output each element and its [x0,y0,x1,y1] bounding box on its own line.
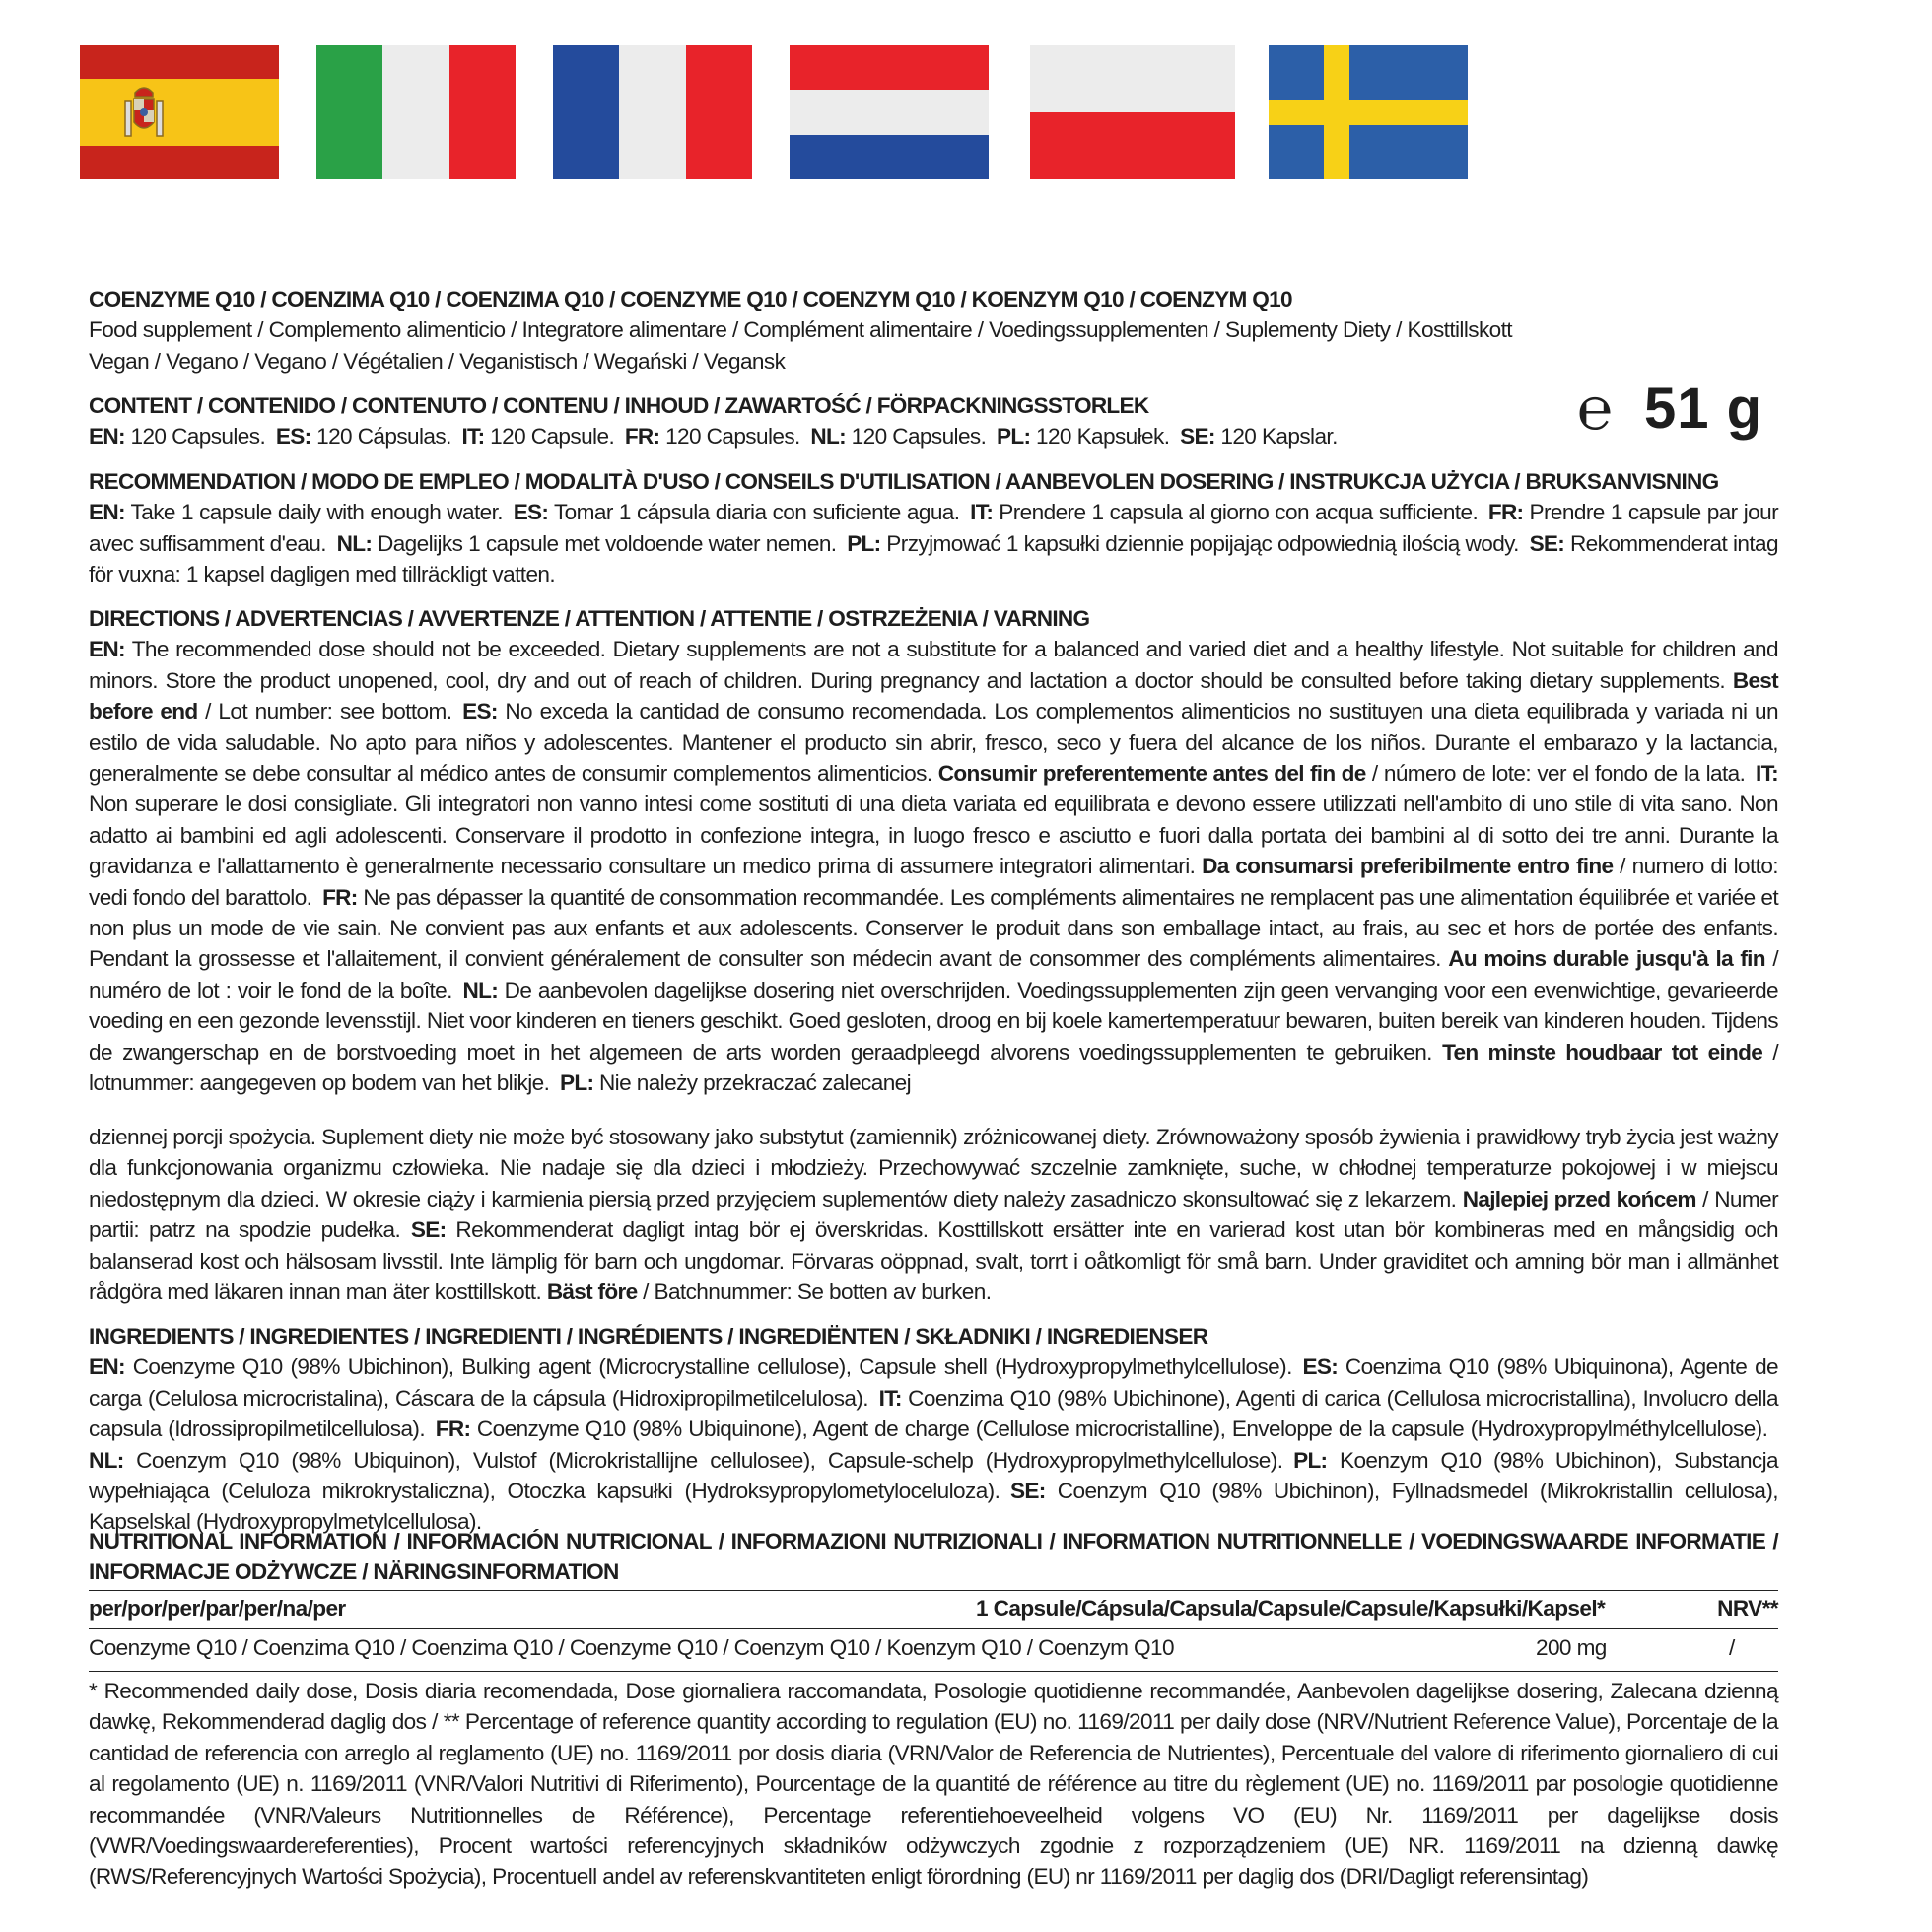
language-text: Coenzym Q10 (98% Ubiquinon), Vulstof (Microkristallijne cellulosee), Capsule-schelp (Hydroxypropylmethylcellulose). [136,1447,1283,1473]
directions-heading: DIRECTIONS / ADVERTENCIAS / AVVERTENZE / ATTENTION / ATTENTIE / OSTRZEŻENIA / VARNING [89,606,1090,631]
language-entry [89,424,265,448]
language-text: Non superare le dosi consigliate. Gli integratori non vanno intesi come sostituti di una dieta variata ed equilibrata e devono essere utilizzati nell'ambito di uno stile di vita sano. Non adatto ai bambini ed agli adolescenti. Conservare il prodotto in confezione integra, in luogo fresco e asciutto e fuori dalla portata dei bambini al di sotto dei tre anni. Durante la gravidanza e l'allattamento è generalmente necessario consultare un medico prima di assumere integratori alimentari. [89,792,1778,879]
language-code: NL: [89,1447,124,1473]
column-nrv: NRV** [1717,1596,1778,1621]
language-text: 120 Kapsułek. [1036,424,1170,449]
ingredients-heading: INGREDIENTS / INGREDIENTES / INGREDIENTI / INGRÉDIENTS / INGREDIËNTEN / SKŁADNIKI / INGREDIENSER [89,1324,1208,1348]
table-row [89,1632,1778,1663]
language-text: Nie należy przekraczać zalecanej [598,1070,912,1096]
language-code: EN: [89,500,125,525]
language-code: IT: [461,424,485,449]
language-entry [810,424,986,448]
coat-of-arms-icon [119,79,169,146]
language-text: Prendre 1 capsule par jour avec suffisamment d'eau. [89,500,1778,556]
language-code: SE: [1529,530,1565,556]
language-code: ES: [513,500,549,525]
product-title: COENZYME Q10 / COENZIMA Q10 / COENZIMA Q10 / COENZYME Q10 / COENZYM Q10 / KOENZYM Q10 / COENZYM Q10 [89,287,1292,311]
language-text: Coenzyme Q10 (98% Ubichinon), Bulking agent (Microcrystalline cellulose), Capsule shell (Hydroxypropylmethylcellulose). [132,1354,1292,1380]
language-code: EN: [89,424,125,449]
nutrition-table-header [89,1593,1778,1623]
ingredients-text [89,1351,1778,1537]
language-entry [89,1448,1282,1473]
language-text: No exceda la cantidad de consumo recomendada. Los complementos alimenticios no sustituyen una dieta equilibrada y variada ni un estilo de vida saludable. No apto para niños y adolescentes. Mantener el producto sin abrir, fresco, seco y fuera del alcance de los niños. Durante el embarazo y la lactancia, generalmente se debe consultar al médico antes de consumir complementos alimenticios. [89,699,1778,787]
nutrition-table-mid-rule [89,1628,1778,1629]
estimated-sign-icon: ℮ [1577,375,1614,444]
net-weight [1577,375,1774,444]
netherlands-flag-icon [790,45,989,179]
directions-section [89,603,1778,1099]
content-heading: CONTENT / CONTENIDO / CONTENUTO / CONTENU / INHOUD / ZAWARTOŚĆ / FÖRPACKNINGSSTORLEK [89,393,1149,418]
language-code: FR: [624,424,660,449]
nutrient-name: Coenzyme Q10 / Coenzima Q10 / Coenzima Q10 / Coenzyme Q10 / Coenzym Q10 / Koenzym Q10 / Coenzym Q10 [89,1635,1174,1660]
best-before-label: Najlepiej przed końcem [1462,1186,1696,1211]
language-text: Koenzym Q10 (98% Ubichinon), Substancja wypełniająca (Celuloza mikrokrystaliczna), Otoczka kapsułki (Hydroksypropylometyloceluloza). [89,1447,1778,1504]
product-type: Food supplement / Complemento alimenticio / Integratore alimentare / Complément alimentaire / Voedingssupplementen / Suplementy Diety / Kosttillskott [89,317,1512,343]
flags-row [80,45,1775,181]
language-code: ES: [275,424,311,449]
sweden-flag-icon [1269,45,1468,179]
nutrition-table-bottom-rule [89,1671,1778,1672]
language-entry [560,1070,911,1095]
recommendation-text [89,497,1778,589]
language-text: Rekommenderat dagligt intag bör ej överskridas. Kosttillskott ersätter inte en varierad kost utan bör kombineras med en mångsidig och balanserad kost och hälsosam livsstil. Inte lämplig för barn och ungdomar. Förvaras oöppnad, svalt, torrt i oåtkomligt för små barn. Under graviditet och amning bör man i allmänhet rådgöra med läkaren innan man äter kosttillskott. [89,1217,1778,1305]
language-text: Take 1 capsule daily with enough water. [130,500,503,525]
lot-number-text: / numéro de lot : voir le fond de la boîte. [89,946,1778,1002]
best-before-label: Da consumarsi preferibilmente entro fine [1202,854,1614,879]
language-text: Dagelijks 1 capsule met voldoende water nemen. [378,530,837,556]
nutrition-section [89,1526,1778,1588]
language-entry [970,500,1478,524]
poland-flag-icon [1030,45,1235,179]
lot-number-text: / Lot number: see bottom. [205,699,452,724]
lot-number-text: / número de lote: ver el fondo de la lata. [1371,761,1746,787]
spain-flag-icon [80,45,279,179]
language-code: SE: [1180,424,1215,449]
language-code: PL: [847,530,881,556]
language-entry [997,424,1169,448]
lot-number-text: / Batchnummer: Se botten av burken. [643,1279,992,1305]
nutrition-footnote-block [89,1676,1778,1893]
best-before-label: Best before end [89,667,1778,724]
language-code: NL: [336,530,373,556]
language-text: 120 Capsules. [130,424,266,449]
language-code: IT: [1756,761,1778,787]
language-code: ES: [462,699,498,724]
language-text: The recommended dose should not be exceeded. Dietary supplements are not a substitute for a balanced and varied diet and a healthy lifestyle. Not suitable for children and minors. Store the product unopened, cool, dry and out of reach of children. During pregnancy and lactation a doctor should be consulted before taking dietary supplements. [89,637,1778,693]
language-code: FR: [1487,500,1524,525]
language-code: SE: [1009,1479,1046,1504]
directions-continued-text [89,1122,1778,1307]
language-entry [337,531,837,556]
language-code: FR: [435,1416,471,1442]
language-code: NL: [462,977,499,1002]
language-text: Przyjmować 1 kapsułki dziennie popijając odpowiednią ilością wody. [886,530,1519,556]
content-section [89,390,1567,452]
language-text: Coenzima Q10 (98% Ubichinone), Agenti di carica (Cellulosa microcristallina), Involucro della capsula (Idrossipropilmetilcellulosa). [89,1385,1778,1442]
language-code: IT: [970,500,994,525]
nutrient-nrv: / [1729,1635,1735,1660]
lot-number-text: / numero di lotto: vedi fondo del barattolo. [89,854,1778,910]
language-text: Tomar 1 cápsula diaria con suficiente agua. [553,500,960,525]
language-code: EN: [89,637,125,662]
italy-flag-icon [316,45,516,179]
language-text: 120 Capsule. [490,424,615,449]
language-text: Coenzym Q10 (98% Ubichinon), Fyllnadsmedel (Mikrokristallin cellulosa), Kapselskal (Hydroxypropylmetylcellulosa). [89,1479,1778,1535]
language-entry [1180,424,1338,448]
language-entry [461,424,614,448]
language-code: PL: [1293,1447,1328,1473]
language-text: Rekommenderat intag för vuxna: 1 kapsel dagligen med tillräckligt vatten. [89,530,1778,587]
language-text: dziennej porcji spożycia. Suplement diety nie może być stosowany jako substytut (zamiennik) zróżnicowanej diety. Zrównoważony sposób żywienia i prawidłowy tryb życia jest ważny dla funkcjonowania organizmu człowieka. Nie nadaje się dla dzieci i młodzieży. Przechowywać szczelnie zamknięte, suche, w chłodnej temperaturze pokojowej i w miejscu niedostępnym dla dzieci. W okresie ciąży i karmienia piersią przed przyjęciem suplementów diety należy zasadniczo skonsultować się z lekarzem. [89,1125,1778,1211]
content-text [89,421,1567,451]
language-code: FR: [322,884,358,910]
product-title-block [89,284,1778,377]
best-before-label: Au moins durable jusqu'à la fin [1448,946,1765,972]
nutrient-amount: 200 mg [1536,1635,1607,1660]
lot-number-text: / Numer partii: patrz na spodzie pudełka. [89,1186,1778,1243]
language-text: 120 Kapslar. [1220,424,1338,449]
best-before-label: Bäst före [546,1279,638,1305]
best-before-label: Consumir preferentemente antes del fin de [937,761,1366,787]
language-entry [436,1416,1768,1441]
recommendation-section [89,466,1778,590]
directions-continued [89,1122,1778,1307]
column-capsule: 1 Capsule/Cápsula/Capsula/Capsule/Capsule/Kapsułki/Kapsel* [976,1596,1606,1621]
lot-number-text: / lotnummer: aangegeven op bodem van het blikje. [89,1039,1778,1096]
language-entry [89,1354,1292,1379]
nutrition-heading: NUTRITIONAL INFORMATION / INFORMACIÓN NUTRICIONAL / INFORMAZIONI NUTRIZIONALI / INFORMATION NUTRITIONNELLE / VOEDINGSWAARDE INFORMATIE / INFORMACJE ODŻYWCZE / NÄRINGSINFORMATION [89,1529,1778,1585]
language-entry [276,424,451,448]
language-code: PL: [559,1070,594,1096]
language-text: 120 Capsules. [665,424,800,449]
language-entry [625,424,800,448]
language-text: De aanbevolen dagelijkse dosering niet overschrijden. Voedingssupplementen zijn geen vervanging voor een evenwichtige, gevarieerde voeding en een gezonde levensstijl. Niet voor kinderen en tieners geschikt. Goed gesloten, droog en bij koele kamertemperatuur bewaren, buiten bereik van kinderen houden. Tijdens de zwangerschap en de borstvoeding moet in het algemeen de arts worden geraadpleegd alvorens voedingssupplementen te gebruiken. [89,977,1778,1065]
nutrition-footnote: * Recommended daily dose, Dosis diaria recomendada, Dose giornaliera raccomandata, Posologie quotidienne recommandée, Aanbevolen dagelijkse dosering, Zalecana dzienną dawkę, Rekommenderad daglig dos / ** Percentage of reference quantity according to regulation (EU) no. 1169/2011 per daily dose (NRV/Nutrient Reference Value), Porcentaje de la cantidad de referencia con arreglo al reglamento (UE) no. 1169/2011 por dosis diaria (VRN/Valor de Referencia de Nutrientes), Percentuale del valore di riferimento giornaliero di cui al regolamento (UE) n. 1169/2011 (VNR/Valori Nutritivi di Riferimento), Pourcentage de la quantité de référence au titre du règlement (UE) no. 1169/2011 par posologie quotidienne recommandée (VNR/Valeurs Nutritionnelles de Référence), Percentage referentiehoeveelheid volgens VO (EU) Nr. 1169/2011 per dagelijkse dosis (VWR/Voedingswaardereferenties), Procent wartości referencyjnych składników odżywczych zgodnie z rozporządzeniem (UE) NR. 1169/2011 na dzienną dawkę (RWS/Referencyjnych Wartości Spożycia), Procentuell andel av referenskvantiteten enligt förordning (EU) nr 1169/2011 per daglig dos (DRI/Dagligt referensintag) [89,1679,1778,1890]
language-entry [514,500,960,524]
language-text: Coenzyme Q10 (98% Ubiquinone), Agent de charge (Cellulose microcristalline), Enveloppe de la capsule (Hydroxypropylméthylcellulose). [476,1416,1768,1442]
language-entry [847,531,1519,556]
directions-text [89,634,1778,1098]
language-code: EN: [89,1354,125,1380]
nutrition-table-top-rule [89,1590,1778,1591]
language-entry [89,500,503,524]
language-text: Coenzima Q10 (98% Ubiquinona), Agente de carga (Celulosa microcristalina), Cáscara de la cápsula (Hidroxipropilmetilcelulosa). [89,1354,1778,1411]
language-text: Ne pas dépasser la quantité de consommation recommandée. Les compléments alimentaires ne remplacent pas une alimentation équilibrée et variée et non plus un mode de vie sain. Ne convient pas aux enfants et aux adolescents. Conserver le produit dans son emballage intact, au frais, au sec et hors de portée des enfants. Pendant la grossesse et l'allaitement, il convient généralement de consulter son médecin avant de consommer des compléments alimentaires. [89,884,1778,972]
language-text: Prendere 1 capsula al giorno con acqua sufficiente. [999,500,1479,525]
language-code: NL: [810,424,846,449]
language-code: ES: [1302,1354,1339,1380]
net-weight-value: 51 g [1644,377,1763,441]
ingredients-section [89,1321,1778,1538]
language-text: 120 Capsules. [851,424,987,449]
france-flag-icon [553,45,752,179]
column-per: per/por/per/par/per/na/per [89,1596,346,1621]
best-before-label: Ten minste houdbaar tot einde [1442,1039,1763,1065]
recommendation-heading: RECOMMENDATION / MODO DE EMPLEO / MODALITÀ D'USO / CONSEILS D'UTILISATION / AANBEVOLEN DOSERING / INSTRUKCJA UŻYCIA / BRUKSANVISNING [89,469,1719,494]
language-text: 120 Cápsulas. [316,424,451,449]
vegan-label: Vegan / Vegano / Vegano / Végétalien / Veganistisch / Wegański / Vegansk [89,348,786,374]
language-code: SE: [410,1217,447,1243]
language-code: IT: [878,1385,902,1411]
language-code: PL: [997,424,1031,449]
